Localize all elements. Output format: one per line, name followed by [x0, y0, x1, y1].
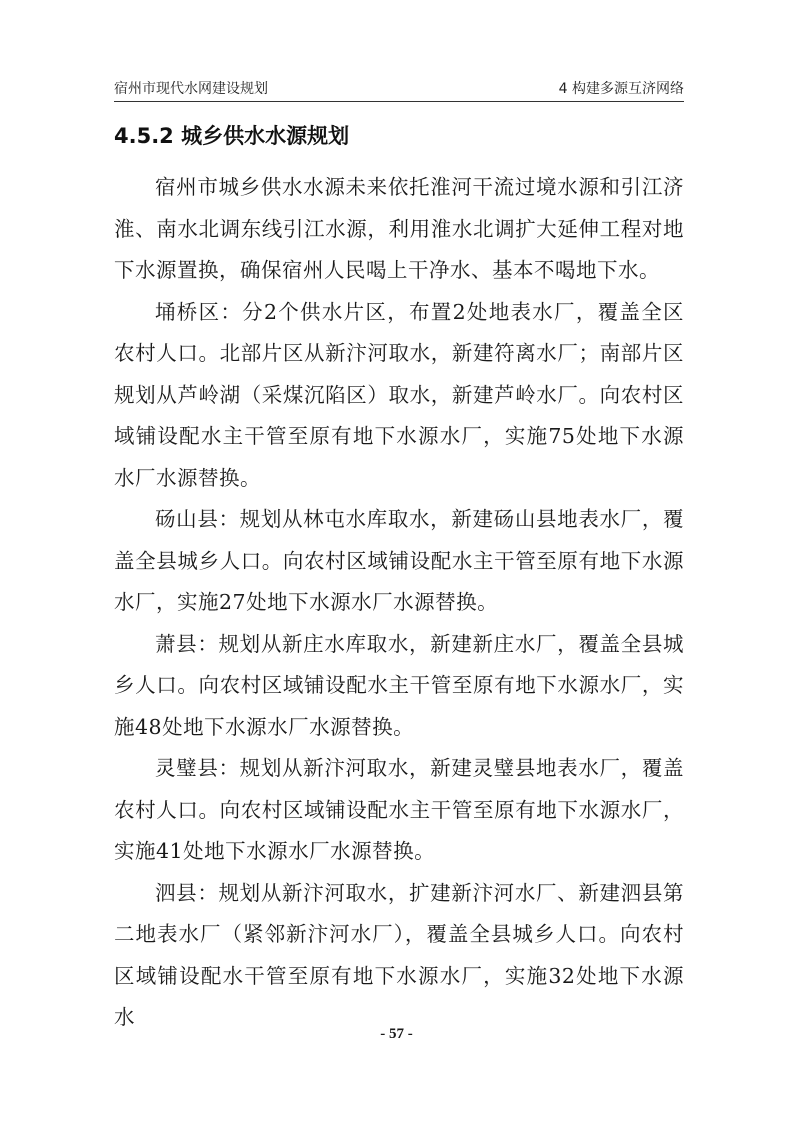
header-divider — [114, 101, 684, 102]
paragraph-sixian: 泗县：规划从新汴河取水，扩建新汴河水厂、新建泗县第二地表水厂（紧邻新汴河水厂），覆盖全县城乡人口。向农村区域铺设配水干管至原有地下水源水厂，实施32处地下水源水 — [114, 880, 684, 1029]
body-text — [114, 167, 684, 1039]
paragraph-lingbi: 灵璧县：规划从新汴河取水，新建灵璧县地表水厂，覆盖农村人口。向农村区域铺设配水主干管至原有地下水源水厂，实施41处地下水源水厂水源替换。 — [114, 756, 684, 863]
running-header — [114, 78, 684, 100]
paragraph-dangshan: 砀山县：规划从林屯水库取水，新建砀山县地表水厂，覆盖全县城乡人口。向农村区域铺设配水主干管至原有地下水源水厂，实施27处地下水源水厂水源替换。 — [114, 507, 684, 614]
paragraph-intro: 宿州市城乡供水水源未来依托淮河干流过境水源和引江济淮、南水北调东线引江水源，利用淮水北调扩大延伸工程对地下水源置换，确保宿州人民喝上干净水、基本不喝地下水。 — [114, 175, 684, 282]
header-document-title: 宿州市现代水网建设规划 — [114, 81, 268, 97]
header-chapter-title: 4 构建多源互济网络 — [558, 81, 684, 97]
paragraph-yongqiao: 埇桥区：分2个供水片区，布置2处地表水厂，覆盖全区农村人口。北部片区从新汴河取水，新建符离水厂；南部片区规划从芦岭湖（采煤沉陷区）取水，新建芦岭水厂。向农村区域铺设配水主干管至原有地下水源水厂，实施75处地下水源水厂水源替换。 — [114, 299, 684, 490]
page-number: - 57 - — [380, 1026, 413, 1042]
paragraph-xiaoxian: 萧县：规划从新庄水库取水，新建新庄水厂，覆盖全县城乡人口。向农村区域铺设配水主干管至原有地下水源水厂，实施48处地下水源水厂水源替换。 — [114, 631, 684, 739]
section-heading: 4.5.2 城乡供水水源规划 — [114, 124, 350, 148]
